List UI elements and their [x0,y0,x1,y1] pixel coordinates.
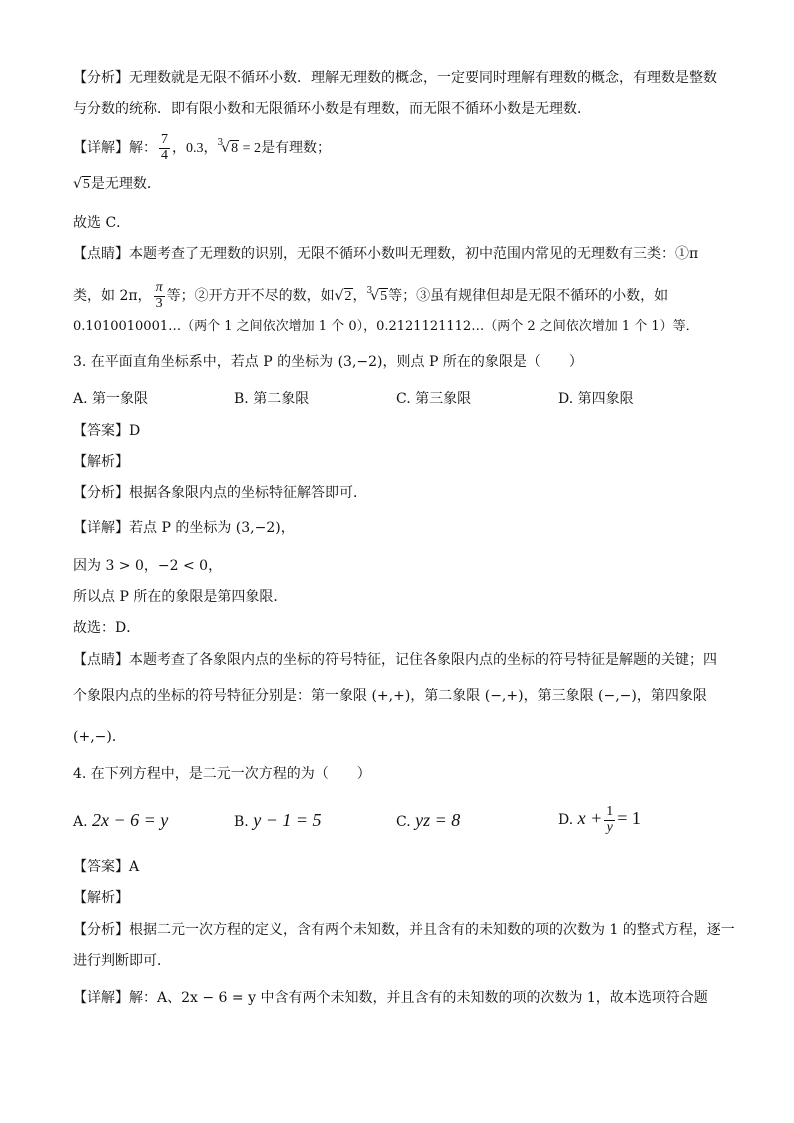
q4-option-c-equation: yz = 8 [415,810,461,830]
fraction-denominator: 3 [155,295,163,311]
q4-option-a-label: A. [73,814,88,830]
analysis-line-2: 与分数的统称．即有限小数和无限循环小数是有理数，而无限不循环小数是无理数． [73,101,591,117]
q4-option-d-lhs: x + [577,808,603,829]
q4-option-c-label: C. [396,814,411,830]
detail-mid: ，0.3， [172,141,218,157]
detail-line-rational [73,133,331,163]
comment-2-d: 等；③虽有规律但却是无限不循环的小数，如 [388,288,669,305]
q3-detail-3: 所以点 P 所在的象限是第四象限． [73,589,288,605]
q3-analysis: 【分析】根据各象限内点的坐标特征解答即可． [73,485,367,501]
sqrt-5: √5 [73,176,90,192]
q3-option-b: B. 第二象限 [234,391,310,407]
question-4: 4. 在下列方程中，是二元一次方程的为（ ） [73,766,371,782]
q3-solution-heading: 【解析】 [73,454,129,470]
detail-suffix: 是有理数； [261,140,332,157]
fraction-pi-thirds [154,281,165,311]
q3-option-d: D. 第四象限 [558,391,634,407]
comment-line-1: 【点睛】本题考查了无理数的识别，无限不循环小数叫无理数，初中范围内常见的无理数有三类：①π [73,246,699,262]
q3-option-c: C. 第三象限 [396,391,472,407]
q3-comment-3: (+,−)． [73,729,126,745]
q3-comment-2: 个象限内点的坐标的符号特征分别是：第一象限 (+,+)，第二象限 (−,+)，第三象限 (−,−)，第四象限 [73,688,707,704]
comment-line-3: 0.1010010001…（两个 1 之间依次增加 1 个 0），0.2121121112…（两个 2 之间依次增加 1 个 1）等． [73,319,699,334]
fraction-denominator: 4 [161,147,168,163]
q4-option-b-equation: y − 1 = 5 [253,810,322,830]
comment-2-a: 类，如 2π， [73,288,152,305]
sqrt-2: √2 [334,288,352,305]
q4-option-b-label: B. [234,814,249,830]
detail-prefix: 【详解】解： [73,140,157,157]
q3-detail-2: 因为 3 > 0，−2 < 0， [73,558,223,574]
q4-answer: 【答案】A [73,859,140,875]
q4-solution-heading: 【解析】 [73,890,129,906]
q4-analysis-2: 进行判断即可． [73,953,171,969]
equals-two: = 2 [239,141,262,157]
q4-option-d [558,805,641,835]
radicand: 8 [231,141,239,157]
q4-option-a-equation: 2x − 6 = y [92,810,169,830]
root-index: 3 [366,286,373,297]
q3-comment-1: 【点睛】本题考查了各象限内点的坐标的符号特征，记住各象限内点的坐标的符号特征是解题的关键；四 [73,652,717,668]
radicand: 5 [380,289,388,305]
comment-line-2 [73,281,668,311]
fraction-numerator: 7 [161,132,168,147]
q4-option-a [73,810,168,832]
cube-root-of-5: $^3$√5 [366,286,388,305]
radicand: 5 [82,177,90,192]
root-index: 3 [217,138,224,149]
detail-line-irrational [73,174,161,195]
fraction-seven-fourths [159,133,170,163]
q4-option-b [234,810,322,832]
cube-root-of-8: $^3$√8 [217,138,239,157]
q3-option-a: A. 第一象限 [73,391,149,407]
q3-detail-4: 故选：D． [73,620,141,636]
q3-detail-1: 【详解】若点 P 的坐标为 (3,−2)， [73,520,295,536]
q4-option-c [396,810,460,832]
q4-option-d-rhs: = 1 [617,808,641,829]
q4-option-d-label: D. [558,812,574,829]
analysis-line-1: 【分析】无理数就是无限不循环小数．理解无理数的概念，一定要同时理解有理数的概念，有理数是整数 [73,70,717,86]
fraction-numerator: π [155,280,163,295]
q4-detail-1: 【详解】解：A、2x − 6 = y 中含有两个未知数，并且含有的未知数的项的次数为 1，故本选项符合题 [73,990,708,1006]
q4-analysis-1: 【分析】根据二元一次方程的定义，含有两个未知数，并且含有的未知数的项的次数为 1 的整式方程，逐一 [73,922,735,938]
comment-2-b: 等；②开方开不尽的数，如 [166,288,335,305]
irrational-suffix: 是无理数． [90,176,161,192]
fraction-one-over-y [604,805,615,835]
radicand: 2 [344,289,352,305]
question-3: 3. 在平面直角坐标系中，若点 P 的坐标为 (3,−2)，则点 P 所在的象限是（ ） [73,354,583,370]
fraction-numerator: 1 [606,804,614,819]
fraction-denominator: y [606,819,613,835]
choice-c: 故选 C． [73,215,131,231]
comment-2-c: ， [352,288,367,305]
q3-answer: 【答案】D [73,423,141,439]
